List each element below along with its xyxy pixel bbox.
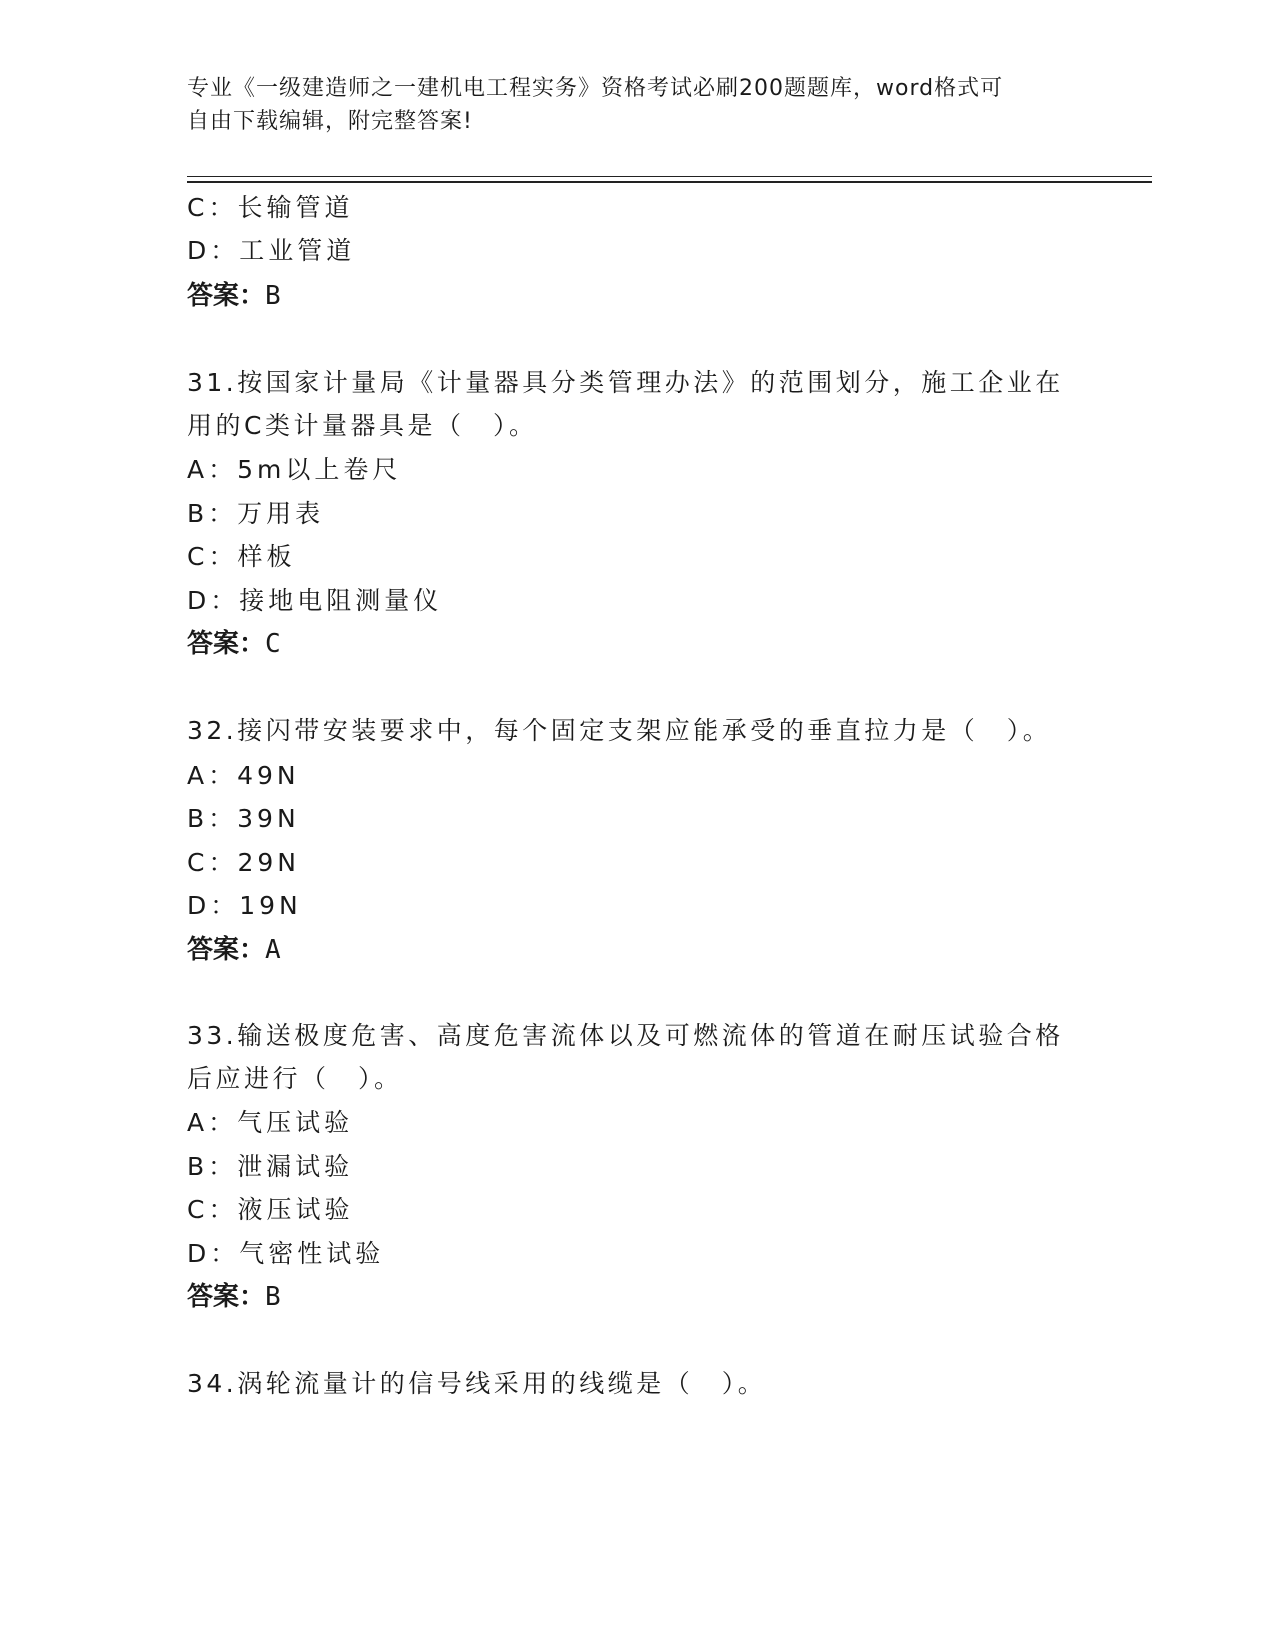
question-33-answer (187, 1276, 281, 1313)
document-header (187, 72, 1087, 138)
question-32-stem-line-1: 32.接闪带安装要求中，每个固定支架应能承受的垂直拉力是（ ）。 (187, 716, 1052, 745)
answer-value: B (265, 281, 281, 311)
question-31-option-b: B：万用表 (187, 499, 325, 528)
answer-label: 答案： (187, 281, 266, 311)
header-divider-thick (187, 181, 1152, 183)
question-31-option-d: D：接地电阻测量仪 (187, 586, 443, 615)
question-32-option-a: A：49N (187, 761, 300, 790)
question-33-stem-line-1: 33.输送极度危害、高度危害流体以及可燃流体的管道在耐压试验合格 (187, 1021, 1064, 1050)
question-34-stem-line-1: 34.涡轮流量计的信号线采用的线缆是（ ）。 (187, 1369, 767, 1398)
question-32-option-c: C：29N (187, 848, 300, 877)
question-31-stem-line-2: 用的C类计量器具是（ ）。 (187, 411, 538, 440)
question-33-option-b: B：泄漏试验 (187, 1152, 354, 1181)
question-33-option-a: A：气压试验 (187, 1108, 354, 1137)
option-c: C：长输管道 (187, 193, 354, 222)
question-31-stem-line-1: 31.按国家计量局《计量器具分类管理办法》的范围划分，施工企业在 (187, 368, 1064, 397)
header-divider-thin (187, 176, 1152, 177)
answer-value: C (265, 629, 281, 659)
question-31-option-a: A：5m以上卷尺 (187, 455, 402, 484)
question-33-option-d: D：气密性试验 (187, 1239, 385, 1268)
question-32-option-d: D：19N (187, 891, 302, 920)
answer-label: 答案： (187, 1282, 266, 1312)
question-33-stem-line-2: 后应进行（ ）。 (187, 1064, 403, 1093)
question-32-answer (187, 929, 281, 966)
question-31-answer (187, 623, 281, 660)
header-title-line-2: 自由下载编辑，附完整答案! (187, 109, 473, 134)
option-d: D：工业管道 (187, 236, 356, 265)
header-title-line-1: 专业《一级建造师之一建机电工程实务》资格考试必刷200题题库，word格式可 (187, 76, 1004, 101)
question-32-option-b: B：39N (187, 804, 300, 833)
answer-line (187, 275, 281, 312)
answer-value: B (265, 1282, 281, 1312)
answer-label: 答案： (187, 935, 266, 965)
question-31-option-c: C：样板 (187, 542, 296, 571)
question-33-option-c: C：液压试验 (187, 1195, 354, 1224)
answer-value: A (265, 935, 281, 965)
answer-label: 答案： (187, 629, 266, 659)
